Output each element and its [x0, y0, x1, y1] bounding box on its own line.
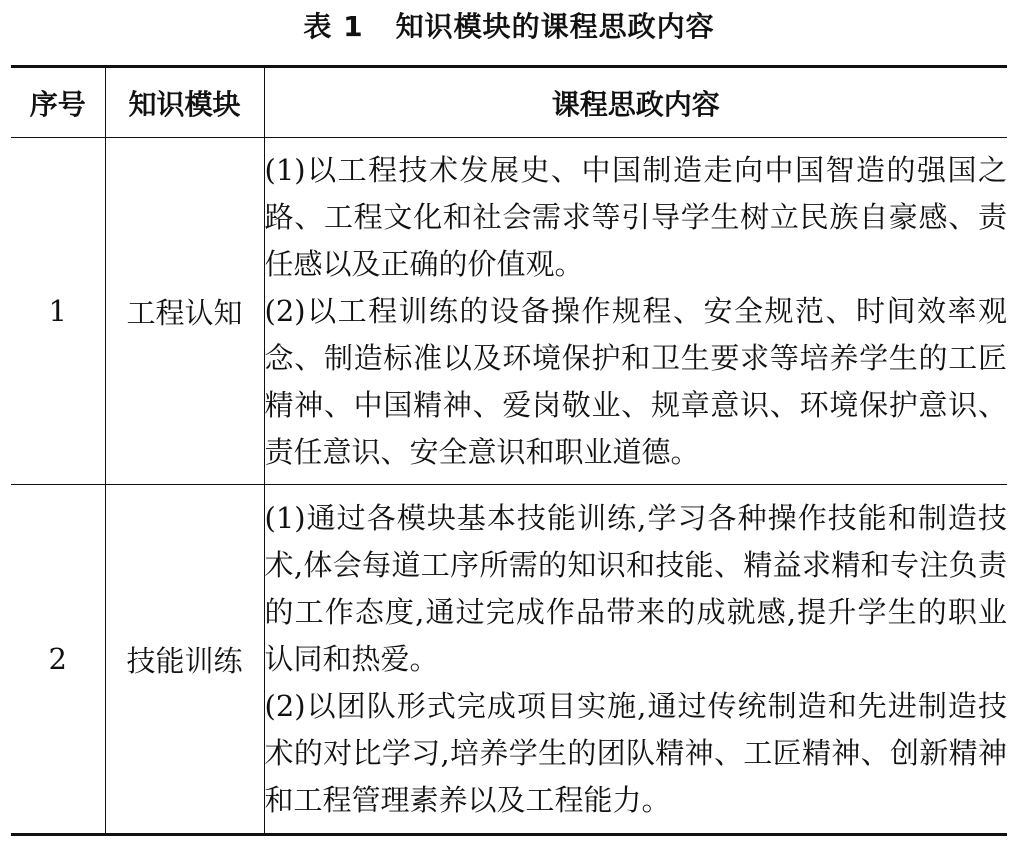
ideology-content-table: [11, 65, 1007, 836]
table-row: [11, 138, 1007, 485]
row-content: [264, 138, 1007, 485]
content-paragraph: (1)以工程技术发展史、中国制造走向中国智造的强国之路、工程文化和社会需求等引导学生树立民族自豪感、责任感以及正确的价值观。: [264, 152, 1007, 281]
row-content: [264, 485, 1007, 835]
content-paragraph: (2)以工程训练的设备操作规程、安全规范、时间效率观念、制造标准以及环境保护和卫生要求等培养学生的工匠精神、中国精神、爱岗敬业、规章意识、环境保护意识、责任意识、安全意识和职业道德。: [264, 293, 1007, 469]
header-index: 序号: [11, 67, 105, 138]
row-index: 2: [11, 485, 105, 835]
table-title: 知识模块的课程思政内容: [395, 10, 715, 43]
row-module: 工程认知: [105, 138, 264, 485]
table-caption: [0, 4, 1018, 50]
table-row: [11, 485, 1007, 835]
row-module: 技能训练: [105, 485, 264, 835]
row-index: 1: [11, 138, 105, 485]
content-paragraph: (2)以团队形式完成项目实施,通过传统制造和先进制造技术的对比学习,培养学生的团队精神、工匠精神、创新精神和工程管理素养以及工程能力。: [264, 688, 1007, 817]
header-module: 知识模块: [105, 67, 264, 138]
header-row: [11, 67, 1007, 138]
content-paragraph: (1)通过各模块基本技能训练,学习各种操作技能和制造技术,体会每道工序所需的知识和技能、精益求精和专注负责的工作态度,通过完成作品带来的成就感,提升学生的职业认同和热爱。: [264, 500, 1007, 676]
table-number: 表 1: [303, 10, 364, 43]
header-content: 课程思政内容: [264, 67, 1007, 138]
